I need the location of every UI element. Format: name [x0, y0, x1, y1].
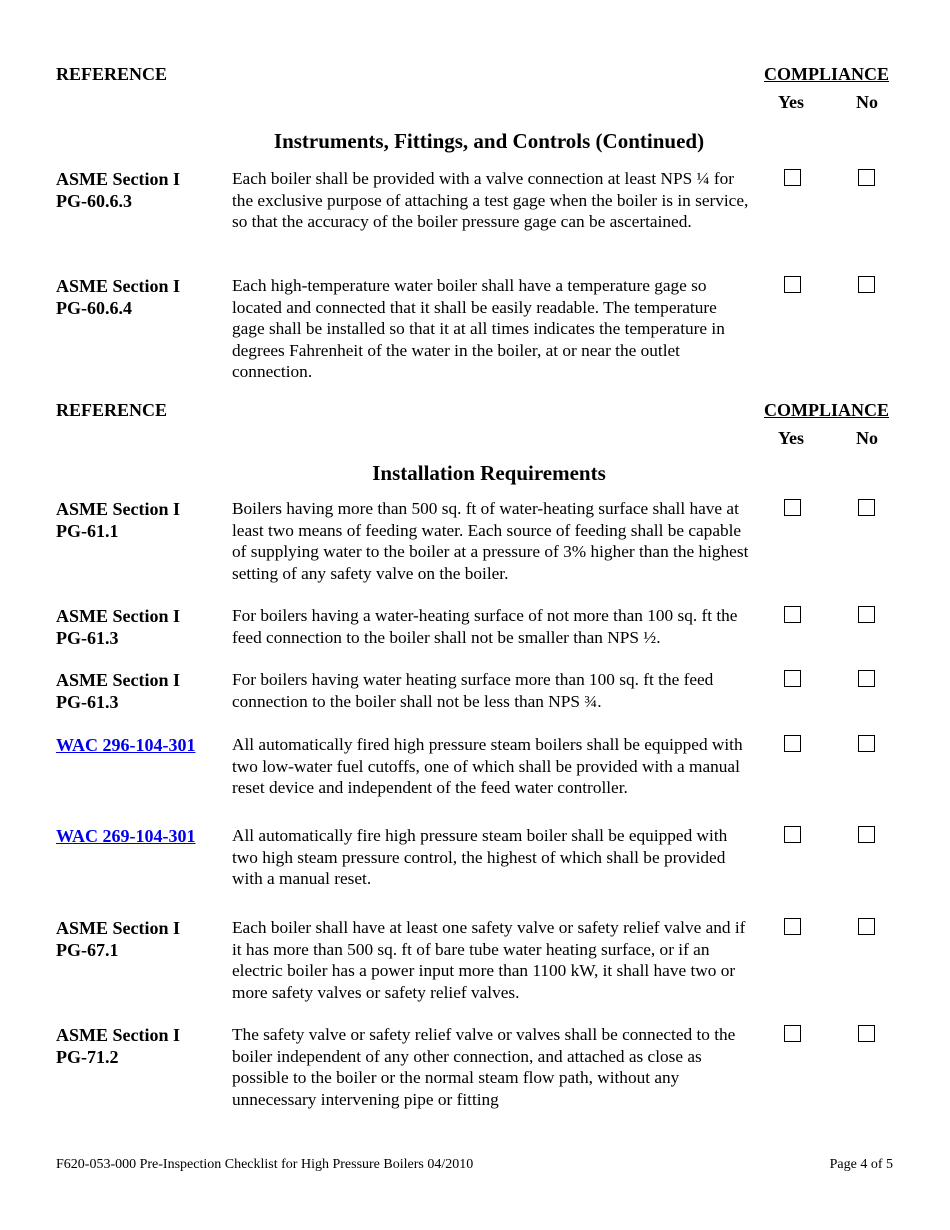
reference-cell: [56, 734, 226, 756]
reference-cell: [56, 168, 226, 212]
reference-clause: PG-60.6.4: [56, 298, 132, 318]
no-checkbox[interactable]: [858, 499, 875, 516]
no-checkbox[interactable]: [858, 606, 875, 623]
reference-clause: PG-67.1: [56, 940, 119, 960]
reference-code: ASME Section I: [56, 499, 181, 519]
requirement-text: All automatically fired high pressure steam boilers shall be equipped with two low-water fuel cutoffs, one of which shall be provided with a manual reset device and independent of the feed water controller.: [232, 735, 743, 797]
reference-code: ASME Section I: [56, 1025, 181, 1045]
reference-cell: [56, 1024, 226, 1068]
yes-checkbox[interactable]: [784, 169, 801, 186]
no-checkbox[interactable]: [858, 735, 875, 752]
reference-clause: PG-60.6.3: [56, 191, 132, 211]
yes-column-header: Yes: [778, 428, 804, 448]
reference-code: ASME Section I: [56, 169, 181, 189]
reference-clause: PG-61.1: [56, 521, 119, 541]
reference-cell: [56, 825, 226, 847]
yes-checkbox[interactable]: [784, 918, 801, 935]
yes-checkbox[interactable]: [784, 1025, 801, 1042]
reference-cell: [56, 605, 226, 649]
requirement-text: Each boiler shall have at least one safety valve or safety relief valve and if it has more than 500 sq. ft of bare tube water heating surface, or if an electric boiler has a power input more than 1100 kW, it shall have two or more safety valves or safety relief valves.: [232, 918, 746, 1002]
footer-form-title: F620-053-000 Pre-Inspection Checklist for High Pressure Boilers 04/2010: [56, 1157, 474, 1172]
no-column-header: No: [856, 92, 878, 112]
requirement-text: Each boiler shall be provided with a valve connection at least NPS ¼ for the exclusive purpose of attaching a test gage when the boiler is in service, so that the accuracy of the boiler pressure gage can be ascertained.: [232, 169, 749, 231]
reference-clause: PG-61.3: [56, 692, 119, 712]
reference-header: REFERENCE: [56, 64, 168, 84]
reference-clause: PG-61.3: [56, 628, 119, 648]
requirement-text: Boilers having more than 500 sq. ft of water-heating surface shall have at least two means of feeding water. Each source of feeding shall be capable of supplying water to the boiler at a pressure of 3% higher than the highest setting of any safety valve on the boiler.: [232, 499, 749, 583]
reference-code: ASME Section I: [56, 276, 181, 296]
reference-cell: [56, 917, 226, 961]
yes-checkbox[interactable]: [784, 826, 801, 843]
requirement-text: For boilers having a water-heating surface of not more than 100 sq. ft the feed connection to the boiler shall not be smaller than NPS ½.: [232, 606, 738, 647]
footer-page-number: Page 4 of 5: [829, 1157, 893, 1172]
section-title-installation: Installation Requirements: [372, 461, 606, 485]
no-checkbox[interactable]: [858, 169, 875, 186]
no-checkbox[interactable]: [858, 826, 875, 843]
reference-code: ASME Section I: [56, 670, 181, 690]
no-checkbox[interactable]: [858, 918, 875, 935]
reference-clause: PG-71.2: [56, 1047, 119, 1067]
reference-cell: [56, 498, 226, 542]
yes-column-header: Yes: [778, 92, 804, 112]
wac-reference-link[interactable]: WAC 269-104-301: [56, 826, 196, 846]
yes-checkbox[interactable]: [784, 499, 801, 516]
reference-code: ASME Section I: [56, 606, 181, 626]
reference-header: REFERENCE: [56, 400, 168, 420]
yes-checkbox[interactable]: [784, 670, 801, 687]
reference-cell: [56, 669, 226, 713]
compliance-header: COMPLIANCE: [764, 400, 889, 420]
no-column-header: No: [856, 428, 878, 448]
reference-code: ASME Section I: [56, 918, 181, 938]
requirement-text: Each high-temperature water boiler shall have a temperature gage so located and connected that it shall be easily readable. The temperature gage shall be installed so that it at all times indicates the temperature in degrees Fahrenheit of the water in the boiler, at or near the outlet connection.: [232, 276, 725, 381]
no-checkbox[interactable]: [858, 276, 875, 293]
requirement-text: All automatically fire high pressure steam boiler shall be equipped with two high steam pressure control, the highest of which shall be provided with a manual reset.: [232, 826, 728, 888]
compliance-header: COMPLIANCE: [764, 64, 889, 84]
wac-reference-link[interactable]: WAC 296-104-301: [56, 735, 196, 755]
requirement-text: For boilers having water heating surface more than 100 sq. ft the feed connection to the boiler shall not be less than NPS ¾.: [232, 670, 714, 711]
yes-checkbox[interactable]: [784, 606, 801, 623]
yes-checkbox[interactable]: [784, 735, 801, 752]
section-title-instruments: Instruments, Fittings, and Controls (Continued): [273, 129, 705, 153]
no-checkbox[interactable]: [858, 1025, 875, 1042]
requirement-text: The safety valve or safety relief valve or valves shall be connected to the boiler independent of any other connection, and attached as close as possible to the boiler or the normal steam flow path, without any unnecessary intervening pipe or fitting: [232, 1025, 736, 1109]
no-checkbox[interactable]: [858, 670, 875, 687]
yes-checkbox[interactable]: [784, 276, 801, 293]
reference-cell: [56, 275, 226, 319]
